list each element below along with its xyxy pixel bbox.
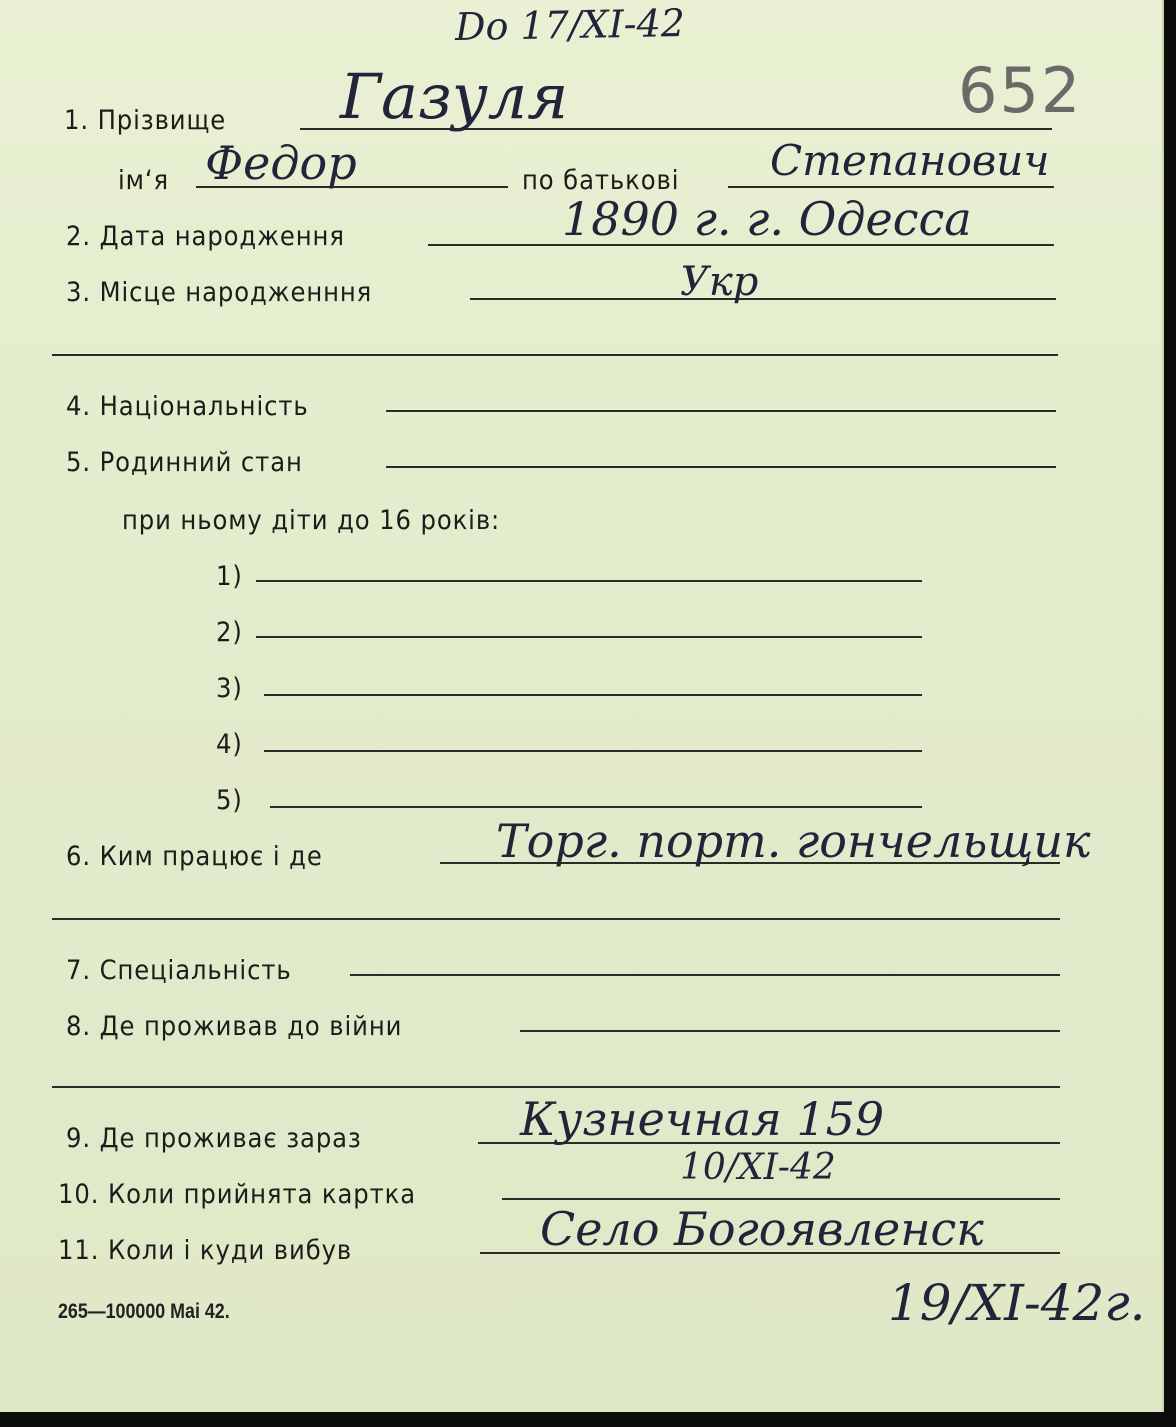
field-3-line-2 [52, 354, 1058, 356]
field-5-label: 5. Родинний стан [66, 447, 303, 478]
field-6-value: Торг. порт. гончельщик [496, 814, 1091, 868]
name-value: Федор [205, 136, 357, 190]
child-4-label: 4) [216, 729, 243, 760]
handwritten-card-number: 652 [958, 54, 1083, 127]
field-2-value: 1890 г. г. Одесса [562, 192, 972, 246]
child-1-label: 1) [216, 561, 243, 592]
child-3-line [264, 694, 922, 696]
field-7-line [350, 974, 1060, 976]
child-1-line [256, 580, 922, 582]
children-label: при ньому діти до 16 років: [122, 505, 501, 536]
patronymic-line [728, 186, 1054, 188]
field-8-line [520, 1030, 1060, 1032]
field-10-label: 10. Коли прийнята картка [58, 1179, 417, 1210]
field-10-line [502, 1198, 1060, 1200]
field-9-value: Кузнечная 159 [520, 1092, 885, 1146]
field-11-value: Село Богоявленск [540, 1202, 984, 1256]
field-6-line-2 [52, 918, 1060, 920]
print-code: 265—100000 Mai 42. [58, 1300, 230, 1323]
field-3-label: 3. Місце народженння [66, 277, 373, 308]
patronymic-value: Степанович [770, 136, 1050, 185]
field-1-value: Газуля [340, 60, 569, 133]
field-7-label: 7. Спеціальність [66, 955, 292, 986]
child-2-line [256, 636, 922, 638]
child-4-line [264, 750, 922, 752]
patronymic-label: по батькові [522, 165, 680, 196]
field-3-value: Укр [680, 259, 759, 305]
field-5-line [386, 466, 1056, 468]
field-10-value: 10/XI-42 [680, 1147, 836, 1188]
field-11-label: 11. Коли і куди вибув [58, 1235, 353, 1266]
field-2-label: 2. Дата народження [66, 221, 345, 252]
field-8-line-2 [52, 1086, 1060, 1088]
field-4-line [386, 410, 1056, 412]
field-11-date: 19/XI-42г. [888, 1274, 1146, 1332]
child-2-label: 2) [216, 617, 243, 648]
handwritten-date-top: Do 17/XI-42 [454, 0, 686, 50]
field-1-label: 1. Прізвище [64, 105, 227, 136]
child-3-label: 3) [216, 673, 243, 704]
field-8-label: 8. Де проживав до війни [66, 1011, 403, 1042]
name-label: ім‘я [118, 165, 170, 196]
field-3-line [470, 298, 1056, 300]
field-6-label: 6. Ким працює і де [66, 841, 323, 872]
field-9-label: 9. Де проживає зараз [66, 1123, 362, 1154]
child-5-label: 5) [216, 785, 243, 816]
field-4-label: 4. Національність [66, 391, 309, 422]
child-5-line [270, 806, 922, 808]
